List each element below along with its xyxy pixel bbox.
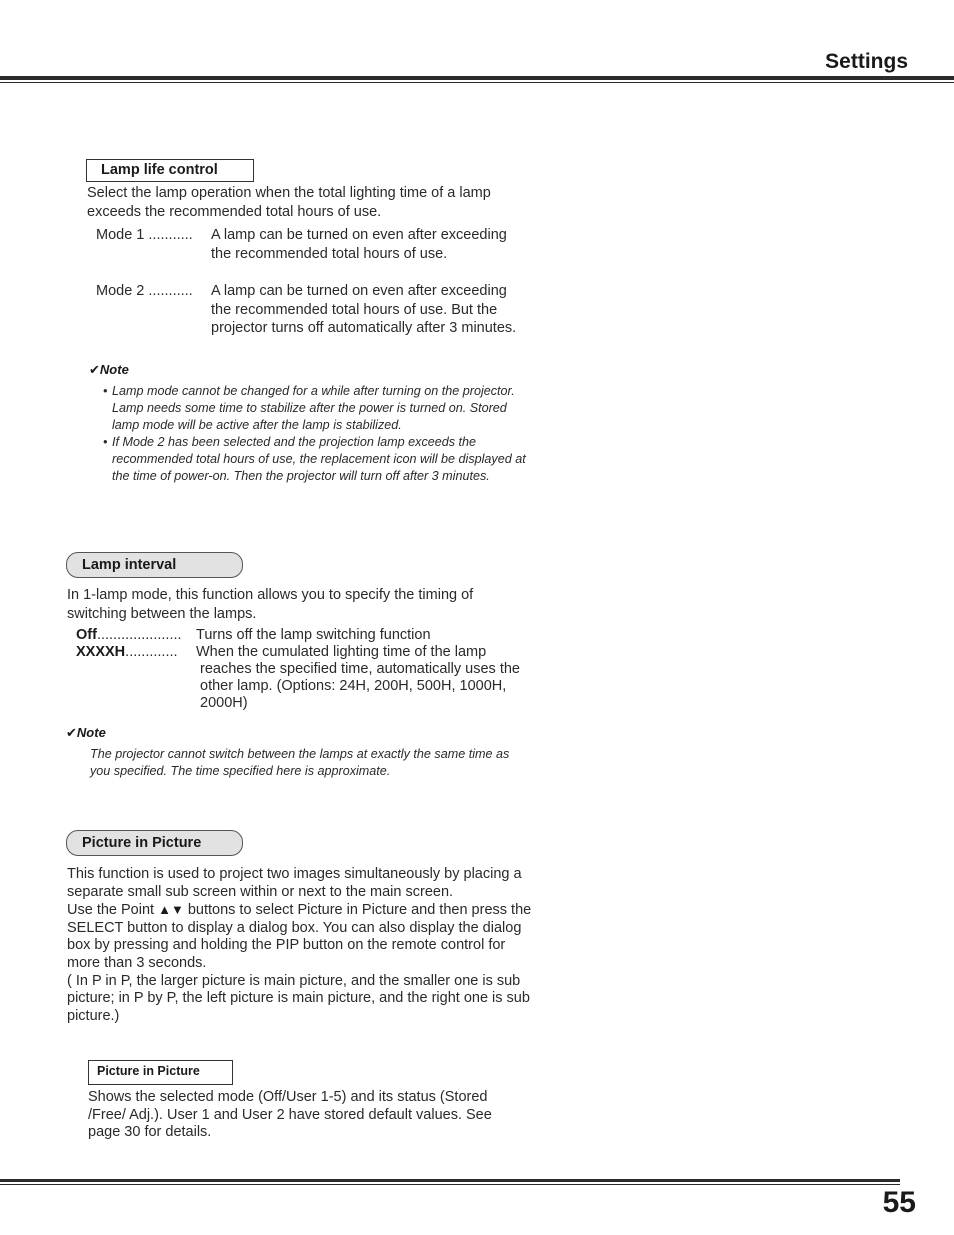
pip-sub-label: Picture in Picture — [88, 1060, 233, 1085]
section-title: Settings — [825, 50, 908, 73]
lamp-life-intro: Select the lamp operation when the total lighting time of a lamp exceeds the recommended total hours of use. — [87, 185, 491, 220]
mode-2-row — [96, 282, 536, 358]
check-icon: ✔ — [66, 725, 77, 740]
option-off-name: Off — [76, 627, 97, 643]
option-xxxxh-dots: ............. — [125, 644, 178, 660]
lamp-life-notes — [103, 383, 533, 485]
note-text: If Mode 2 has been selected and the projection lamp exceeds the recommended total hours of use, the replacement icon will be displayed at the time of power-on. Then the projector will turn off after 3 minutes. — [112, 435, 526, 483]
pip-para-1: This function is used to project two images simultaneously by placing a separate small sub screen within or next to the main screen. — [67, 866, 522, 900]
pip-para-2-start: Use the Point — [67, 902, 159, 919]
option-off-term — [76, 627, 182, 644]
note-text: Lamp mode cannot be changed for a while after turning on the projector. Lamp needs some time to stabilize after the power is turned on. Stored lamp mode will be active after the lamp is stabilized. — [112, 384, 515, 432]
bullet-icon: • — [103, 435, 108, 449]
mode-2-desc: A lamp can be turned on even after exceeding the recommended total hours of use. But the projector turns off automatically after 3 minutes. — [211, 283, 517, 336]
lamp-life-note-heading — [89, 362, 129, 378]
note-item — [103, 383, 533, 434]
note-title: Note — [99, 362, 129, 377]
note-item — [103, 434, 533, 485]
up-down-arrow-icon: ▲▼ — [158, 902, 184, 918]
option-xxxxh-name: XXXXH — [76, 644, 126, 660]
pip-para-3: ( In P in P, the larger picture is main picture, and the smaller one is sub picture; in P by P, the left picture is main picture, and the right one is sub picture.) — [67, 972, 530, 1024]
option-xxxxh-desc: When the cumulated lighting time of the lamp — [196, 644, 487, 660]
pip-para-2 — [67, 901, 532, 972]
pip-label: Picture in Picture — [66, 830, 243, 856]
mode-1-term: Mode 1 ........... — [96, 227, 193, 243]
pip-para-2-end: buttons to select Picture in Picture and then press the SELECT button to display a dialog box. You can also display the dialog box by pressing and holding the PIP button on the remote control for more than 3 seconds. — [67, 902, 532, 971]
footer-rule-thin — [0, 1184, 900, 1185]
lamp-interval-note-heading — [66, 725, 106, 741]
bullet-icon: • — [103, 384, 108, 398]
note-title: Note — [76, 725, 106, 740]
lamp-interval-intro: In 1-lamp mode, this function allows you to specify the timing of switching between the lamps. — [67, 587, 474, 622]
pip-sub-text: Shows the selected mode (Off/User 1-5) and its status (Stored /Free/ Adj.). User 1 and User 2 have stored default values. See page 30 for details. — [88, 1089, 492, 1141]
option-off-dots: ..................... — [96, 627, 182, 643]
option-off-desc: Turns off the lamp switching function — [196, 627, 431, 643]
header-rule — [0, 76, 954, 80]
page-number: 55 — [882, 1186, 916, 1219]
mode-1-desc: A lamp can be turned on even after exceeding the recommended total hours of use. — [211, 227, 507, 262]
lamp-interval-note: The projector cannot switch between the lamps at exactly the same time as you specified. The time specified here is approximate. — [90, 747, 510, 778]
pip-description — [67, 866, 532, 1025]
check-icon: ✔ — [89, 362, 100, 377]
footer-rule — [0, 1179, 900, 1182]
mode-1-row — [96, 226, 536, 282]
mode-2-term: Mode 2 ........... — [96, 283, 193, 299]
lamp-interval-label: Lamp interval — [66, 552, 243, 578]
option-xxxxh-term — [76, 644, 178, 661]
header-rule-thin — [0, 82, 954, 83]
option-xxxxh-desc-cont: reaches the specified time, automatically uses the other lamp. (Options: 24H, 200H, 500H, 1000H, 2000H) — [200, 661, 520, 711]
lamp-life-label: Lamp life control — [86, 159, 254, 182]
